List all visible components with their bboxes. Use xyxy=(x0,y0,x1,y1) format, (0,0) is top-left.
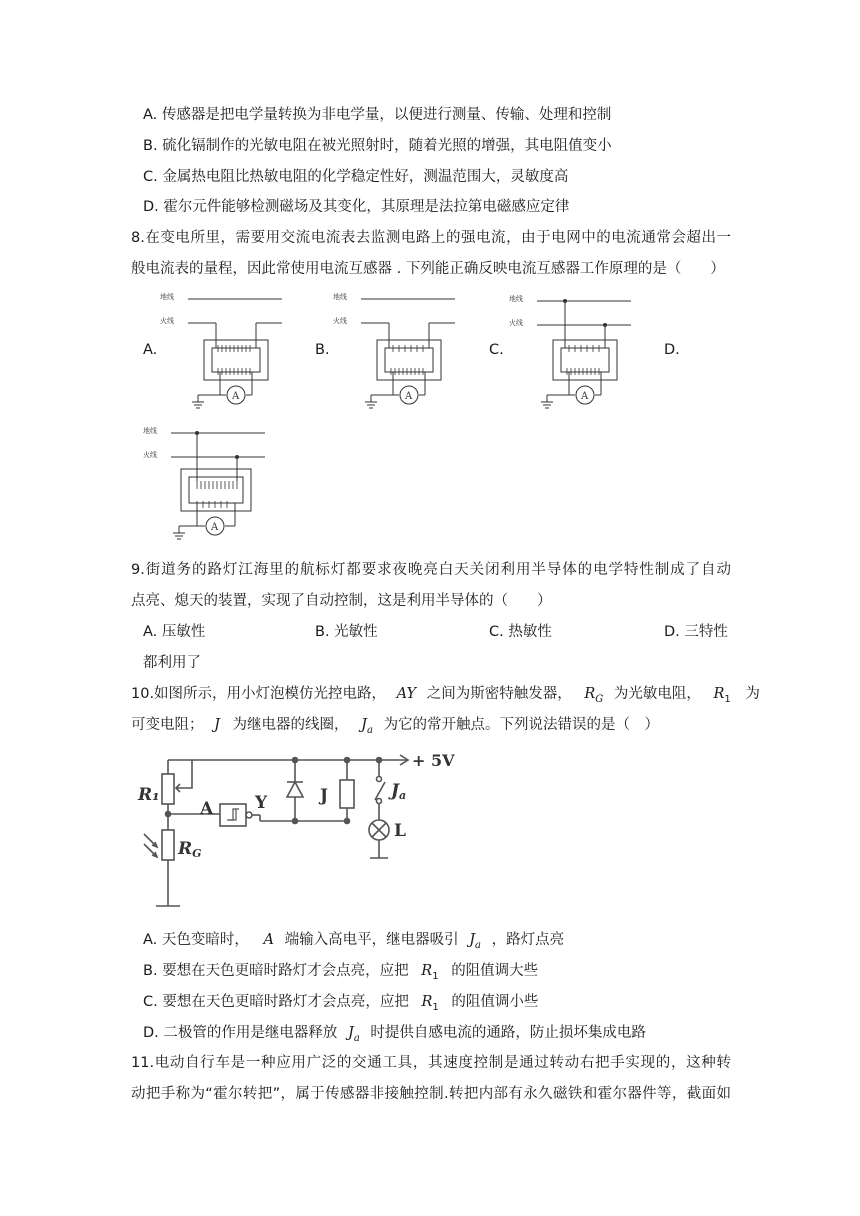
rg-label: RG xyxy=(178,839,202,860)
ground-wire-label: 地线 xyxy=(160,293,174,301)
q8-diagram-c xyxy=(507,290,637,415)
q8-diagram-b xyxy=(331,290,461,415)
q9-option-b: B. 光敏性 xyxy=(315,624,378,640)
q9-stem-line2: 点亮、熄天的装置，实现了自动控制，这是利用半导体的（ ） xyxy=(131,593,552,609)
live-wire-label: 火线 xyxy=(509,319,523,327)
ammeter-label: A xyxy=(232,391,240,402)
relay-coil-label: J xyxy=(320,786,329,806)
lamp-l-label: L xyxy=(394,821,406,841)
q7-option-c: C. 金属热电阻比热敏电阻的化学稳定性好，测温范围大，灵敏度高 xyxy=(143,169,569,185)
q9-option-c: C. 热敏性 xyxy=(489,624,552,640)
q9-stem-line1: 9.街道务的路灯江海里的航标灯都要求夜晚亮白天关闭利用半导体的电学特性制成了自动 xyxy=(131,562,731,578)
q10-stem-line2: 可变电阻； J 为继电器的线圈， $J_a$ 为它的常开触点。下列说法错误的是（ ） xyxy=(131,717,660,736)
q10-circuit-diagram xyxy=(136,746,466,916)
q10-option-d: D. 二极管的作用是继电器释放 $J_a$ 时提供自感电流的通路，防止损坏集成电路 xyxy=(143,1025,646,1044)
ammeter-label: A xyxy=(211,522,219,533)
ground-wire-label: 地线 xyxy=(509,295,523,303)
q7-option-d: D. 霍尔元件能够检测磁场及其变化，其原理是法拉第电磁感应定律 xyxy=(143,199,570,215)
q7-option-a: A. 传感器是把电学量转换为非电学量，以便进行测量、传输、处理和控制 xyxy=(143,107,612,123)
q8-diagram-a xyxy=(158,290,288,415)
live-wire-label: 火线 xyxy=(160,317,174,325)
q8-stem-line1: 8.在变电所里，需要用交流电流表去监测电路上的强电流，由于电网中的电流通常会超出一 xyxy=(131,230,731,246)
q9-option-a: A. 压敏性 xyxy=(143,624,206,640)
q10-stem-line1: 10.如图所示，用小灯泡模仿光控电路， AY 之间为斯密特触发器， $R_G$ 为光敏电阻， $R_1$ 为 xyxy=(131,686,760,705)
ground-wire-label: 地线 xyxy=(333,293,347,301)
live-wire-label: 火线 xyxy=(143,451,157,459)
q8-label-b: B. xyxy=(315,342,330,358)
q8-label-d: D. xyxy=(664,342,680,358)
q10-option-c: C. 要想在天色更暗时路灯才会点亮，应把 $R_1$ 的阻值调小些 xyxy=(143,994,539,1013)
output-y-label: Y xyxy=(255,793,268,813)
input-a-label: A xyxy=(200,799,214,819)
ammeter-label: A xyxy=(405,391,413,402)
contact-ja-label: Ja xyxy=(391,781,407,802)
q11-stem-line1: 11.电动自行车是一种应用广泛的交通工具，其速度控制是通过转动右把手实现的，这种转 xyxy=(131,1055,731,1071)
r1-label: R₁ xyxy=(138,785,160,805)
q8-stem-line2: 般电流表的量程，因此常使用电流互感器 . 下列能正确反映电流互感器工作原理的是（ ） xyxy=(131,261,725,277)
ammeter-label: A xyxy=(581,391,589,402)
q11-stem-line2: 动把手称为“霍尔转把”，属于传感器非接触控制.转把内部有永久磁铁和霍尔器件等，截面如 xyxy=(131,1086,731,1102)
supply-voltage-label: + 5V xyxy=(412,751,455,770)
q9-option-d-cont: 都利用了 xyxy=(143,655,201,671)
q7-option-b: B. 硫化镉制作的光敏电阻在被光照射时，随着光照的增强，其电阻值变小 xyxy=(143,138,612,154)
q10-option-b: B. 要想在天色更暗时路灯才会点亮，应把 $R_1$ 的阻值调大些 xyxy=(143,963,539,982)
ground-wire-label: 地线 xyxy=(143,427,157,435)
live-wire-label: 火线 xyxy=(333,317,347,325)
q8-label-a: A. xyxy=(143,342,158,358)
q8-label-c: C. xyxy=(489,342,504,358)
q8-diagram-d xyxy=(141,423,271,548)
q10-option-a: A. 天色变暗时， A 端输入高电平，继电器吸引 $J_a$ ，路灯点亮 xyxy=(143,932,565,951)
q9-option-d: D. 三特性 xyxy=(664,624,728,640)
